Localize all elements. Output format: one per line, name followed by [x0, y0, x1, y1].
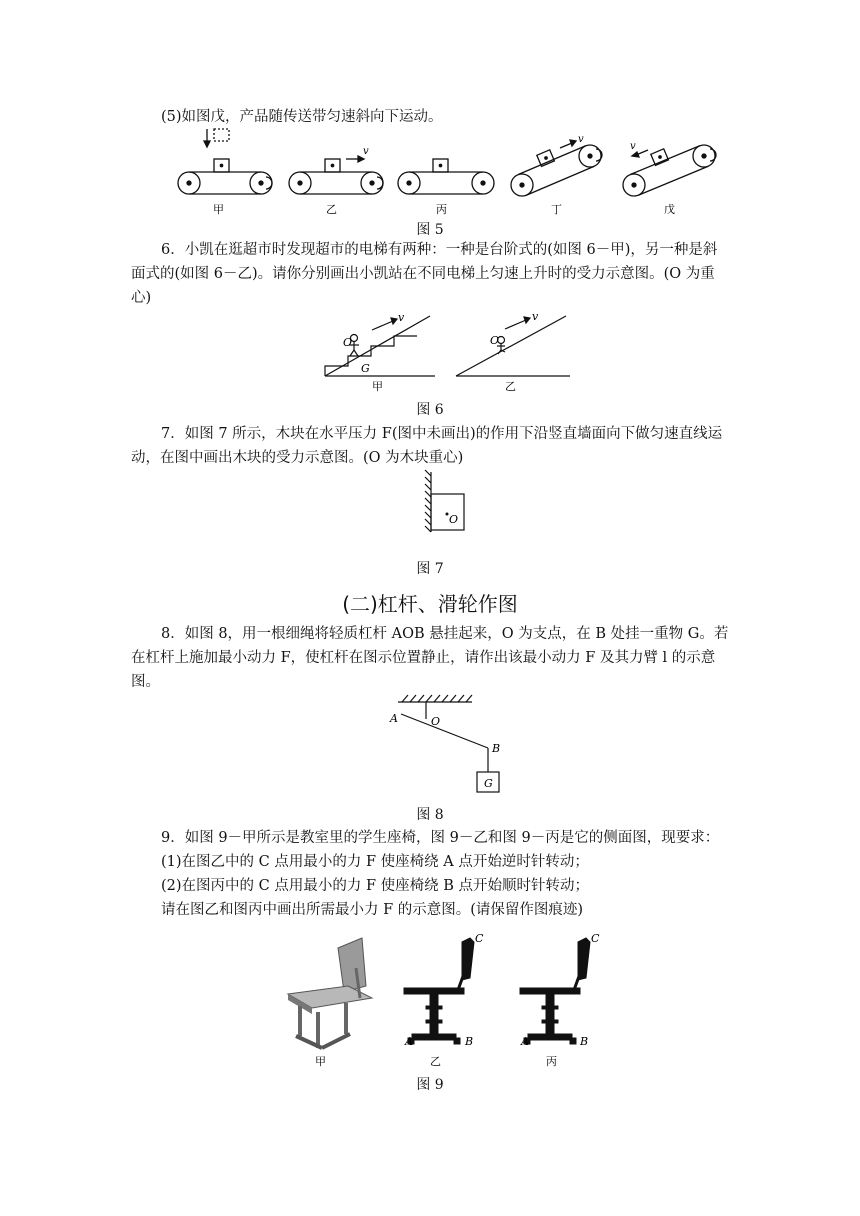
fig9-label-bing: 丙: [546, 1055, 557, 1068]
q8-line-3: 图。: [131, 674, 160, 690]
fig6-point-o-jia: O: [343, 336, 353, 349]
fig5-velocity-wu: v: [630, 141, 636, 152]
fig6-point-o-yi: O: [490, 334, 500, 347]
q6-line-3: 心): [131, 290, 152, 306]
fig9-label-yi: 乙: [430, 1055, 441, 1068]
fig9-point-a-bing: A: [521, 1035, 529, 1048]
fig9-chair-side-yi: [404, 938, 474, 1044]
fig8-point-o: O: [431, 715, 441, 728]
figure-7-caption: 图 7: [416, 561, 444, 577]
fig6-label-jia: 甲: [372, 380, 383, 393]
figure-6-escalators: [0, 310, 860, 393]
fig9-chair-side-bing: [520, 938, 590, 1044]
q9-line-4: 请在图乙和图丙中画出所需最小力 F 的示意图。(请保留作图痕迹): [161, 902, 584, 918]
fig8-point-a: A: [390, 712, 398, 725]
fig5-velocity-ding: v: [578, 134, 584, 145]
q8-line-2: 在杠杆上施加最小动力 F，使杠杆在图示位置静止，请作出该最小动力 F 及其力臂 l 的示意: [131, 650, 716, 666]
q9-line-3: (2)在图丙中的 C 点用最小的力 F 使座椅绕 B 点开始顺时针转动；: [161, 878, 590, 894]
fig9-point-b-bing: B: [580, 1035, 589, 1048]
fig5-label-jia: 甲: [213, 203, 224, 216]
fig7-point-o: O: [449, 513, 459, 526]
fig6-velocity-jia: v: [398, 311, 405, 324]
fig9-chair-photo: [288, 938, 372, 1048]
section-heading: (二)杠杆、滑轮作图: [342, 592, 518, 616]
fig9-point-c-yi: C: [475, 932, 484, 945]
q9-line-2: (1)在图乙中的 C 点用最小的力 F 使座椅绕 A 点开始逆时针转动；: [161, 854, 589, 870]
fig6-label-yi: 乙: [505, 380, 516, 393]
fig5-label-ding: 丁: [551, 203, 562, 216]
fig9-point-a-yi: A: [405, 1035, 413, 1048]
q7-line-1: 7．如图 7 所示，木块在水平压力 F(图中未画出)的作用下沿竖直墙面向下做匀速直线运: [161, 426, 723, 442]
fig9-point-c-bing: C: [591, 932, 600, 945]
q8-line-1: 8．如图 8，用一根细绳将轻质杠杆 AOB 悬挂起来，O 为支点，在 B 处挂一重物 G。若: [161, 626, 729, 642]
fig5-velocity-yi: v: [363, 146, 369, 157]
figure-5-caption: 图 5: [416, 222, 444, 238]
fig8-weight-g: G: [484, 777, 493, 790]
fig9-point-b-yi: B: [465, 1035, 474, 1048]
fig9-label-jia: 甲: [315, 1055, 326, 1068]
figure-8-lever: [0, 692, 860, 802]
figure-9-chairs: [0, 928, 860, 1078]
fig5-label-bing: 丙: [436, 203, 447, 216]
q6-line-2: 面式的(如图 6－乙)。请你分别画出小凯站在不同电梯上匀速上升时的受力示意图。(O 为重: [131, 266, 715, 282]
figure-7-block-on-wall: [0, 470, 860, 550]
figure-6-caption: 图 6: [416, 402, 444, 418]
figure-8-caption: 图 8: [416, 807, 444, 823]
fig6-velocity-yi: v: [532, 310, 539, 323]
fig6-point-g: G: [361, 362, 370, 375]
fig5-label-yi: 乙: [326, 203, 337, 216]
figure-9-caption: 图 9: [416, 1077, 444, 1093]
fig5-label-wu: 戊: [664, 203, 675, 216]
q6-line-1: 6．小凯在逛超市时发现超市的电梯有两种：一种是台阶式的(如图 6－甲)，另一种是斜: [161, 242, 718, 258]
q7-line-2: 动，在图中画出木块的受力示意图。(O 为木块重心): [131, 450, 464, 466]
q9-line-1: 9．如图 9－甲所示是教室里的学生座椅，图 9－乙和图 9－丙是它的侧面图，现要求：: [161, 830, 720, 846]
q5-text: (5)如图戊，产品随传送带匀速斜向下运动。: [161, 109, 443, 125]
fig8-point-b: B: [492, 742, 501, 755]
